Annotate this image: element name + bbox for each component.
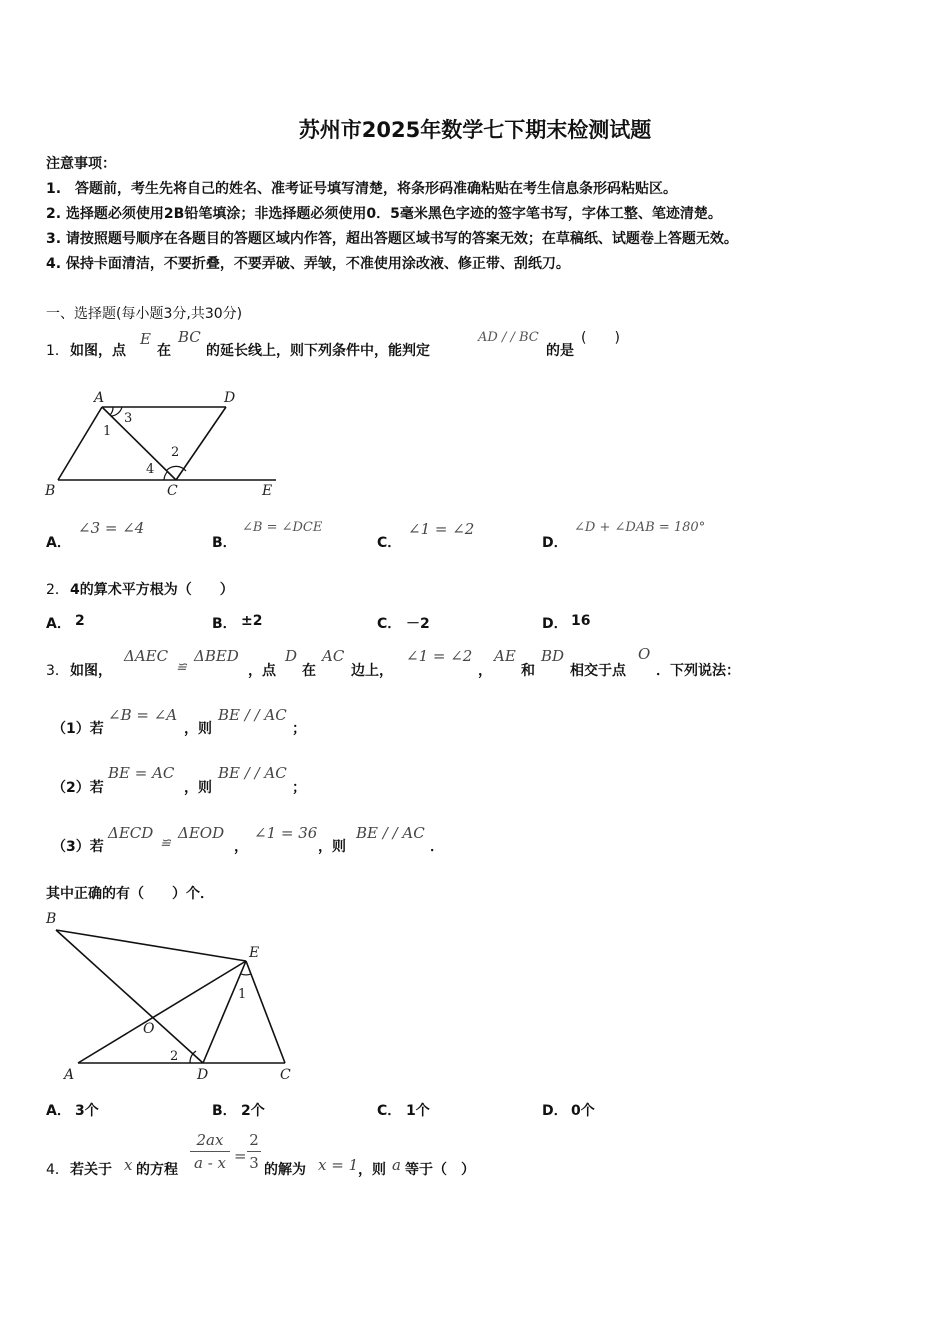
q1-segment-ac xyxy=(102,407,176,480)
q1-label-e: E xyxy=(262,483,273,499)
q2-text: 4的算术平方根为（ ） xyxy=(70,582,234,598)
q3-label-b: B xyxy=(46,911,57,927)
q1-option-d-label: D． xyxy=(542,535,568,551)
q4-text-1: 若关于 xyxy=(70,1162,112,1178)
q3-s2-mid: ，则 xyxy=(184,780,212,796)
q1-label-b: B xyxy=(45,483,56,499)
q3-option-b-label: B． xyxy=(212,1103,237,1119)
q3-s3-math-4: BE / / AC xyxy=(356,824,425,842)
q3-label-d: D xyxy=(197,1067,209,1083)
q3-segment-ae xyxy=(78,961,246,1063)
q3-math-o: O xyxy=(638,645,651,663)
q3-figure xyxy=(40,908,310,1088)
q3-math-angles: ∠1 = ∠2 xyxy=(406,647,473,665)
q4-frac1-denominator: a - x xyxy=(193,1154,226,1172)
q3-s3-math-2: ΔEOD xyxy=(178,824,225,842)
q1-label-1: 1 xyxy=(103,424,112,439)
q1-label-3: 3 xyxy=(124,411,133,426)
notice-item-2: 2. 选择题必须使用2B铅笔填涂；非选择题必须使用0．5毫米黑色字迹的签字笔书写，字体工整、笔迹清楚。 xyxy=(46,206,722,222)
q3-text-1: 如图， xyxy=(70,663,112,679)
q2-option-b-label: B． xyxy=(212,616,237,632)
q3-math-aec: ΔAEC xyxy=(124,647,169,665)
q1-segment-ab xyxy=(58,407,102,480)
q4-frac2-bar xyxy=(247,1151,261,1152)
q3-cong-1: ≌ xyxy=(176,660,187,675)
q3-s2-math-1: BE = AC xyxy=(108,764,175,782)
q4-fraction-1 xyxy=(188,1130,232,1173)
q3-s3-math-1: ΔECD xyxy=(108,824,154,842)
q3-number: 3． xyxy=(46,663,69,679)
q4-math-x1: x = 1 xyxy=(318,1156,359,1174)
q1-text-1: 如图，点 xyxy=(70,343,126,359)
q4-text-3: 的解为 xyxy=(264,1162,306,1178)
q3-text-6: 和 xyxy=(521,663,535,679)
q3-s3-end: ． xyxy=(430,839,444,855)
q3-label-o: O xyxy=(143,1021,155,1037)
q1-label-c: C xyxy=(167,483,178,499)
q3-segment-ec xyxy=(246,961,285,1063)
q3-option-d-label: D． xyxy=(542,1103,568,1119)
q1-option-c-label: C． xyxy=(377,535,402,551)
notice-item-4: 4. 保持卡面清洁，不要折叠，不要弄破、弄皱，不准使用涂改液、修正带、刮纸刀。 xyxy=(46,256,570,272)
q4-text-5: 等于（ ） xyxy=(405,1162,475,1178)
q4-number: 4． xyxy=(46,1162,69,1178)
q4-frac2-numerator: 2 xyxy=(249,1131,259,1149)
q2-option-b[interactable]: ±2 xyxy=(241,613,263,629)
q1-label-d: D xyxy=(224,390,236,406)
q3-option-c-label: C． xyxy=(377,1103,402,1119)
q1-text-2: 在 xyxy=(157,343,171,359)
q3-math-bed: ΔBED xyxy=(194,647,239,665)
q3-s3-label: （3）若 xyxy=(52,839,104,855)
notice-heading: 注意事项： xyxy=(46,156,116,172)
q1-option-d[interactable]: ∠D + ∠DAB = 180° xyxy=(574,520,706,535)
q1-math-parallel: AD / / BC xyxy=(478,330,539,345)
q1-text-3: 的延长线上，则下列条件中，能判定 xyxy=(206,343,430,359)
q3-s1-mid: ，则 xyxy=(184,721,212,737)
q3-label-2: 2 xyxy=(170,1049,179,1064)
q3-s2-math-2: BE / / AC xyxy=(218,764,287,782)
q4-equals: = xyxy=(234,1147,247,1165)
q1-label-a: A xyxy=(94,390,105,406)
q3-option-b[interactable]: 2个 xyxy=(241,1103,265,1119)
q3-math-ac: AC xyxy=(322,647,345,665)
q3-segment-de xyxy=(203,961,246,1063)
q3-label-c: C xyxy=(280,1067,291,1083)
q3-s2-end: ； xyxy=(292,780,306,796)
q1-arc-4 xyxy=(164,471,168,480)
q4-frac1-numerator: 2ax xyxy=(196,1131,224,1149)
q4-frac2-denominator: 3 xyxy=(249,1154,259,1172)
q4-text-2: 的方程 xyxy=(136,1162,178,1178)
q3-s2-label: （2）若 xyxy=(52,780,104,796)
notice-item-1: 1. 答题前，考生先将自己的姓名、准考证号填写清楚，将条形码准确粘贴在考生信息条形码粘贴区。 xyxy=(46,181,678,197)
q1-option-a-label: A． xyxy=(46,535,71,551)
q1-number: 1． xyxy=(46,343,69,359)
q3-text-5: ， xyxy=(478,663,492,679)
q1-figure xyxy=(40,385,290,500)
q3-text-7: 相交于点 xyxy=(570,663,626,679)
q2-option-c[interactable]: －2 xyxy=(406,616,430,632)
section-heading: 一、选择题(每小题3分,共30分) xyxy=(46,306,243,322)
q3-text-3: 在 xyxy=(302,663,316,679)
q4-math-a: a xyxy=(392,1156,401,1174)
q3-s3-mid: ，则 xyxy=(318,839,346,855)
q3-s3-cong: ≌ xyxy=(160,836,171,851)
q3-s1-math-2: BE / / AC xyxy=(218,706,287,724)
q3-text-8: ．下列说法： xyxy=(656,663,740,679)
q3-label-1: 1 xyxy=(238,987,247,1002)
q2-option-a-label: A． xyxy=(46,616,71,632)
q3-s3-sep: ， xyxy=(234,839,248,855)
page-title: 苏州市2025年数学七下期末检测试题 xyxy=(298,118,652,142)
q3-option-a-label: A． xyxy=(46,1103,71,1119)
q3-math-ae: AE xyxy=(494,647,516,665)
q1-label-4: 4 xyxy=(146,462,155,477)
q3-s1-label: （1）若 xyxy=(52,721,104,737)
q3-label-e: E xyxy=(249,945,260,961)
q1-label-2: 2 xyxy=(171,445,180,460)
q3-option-d[interactable]: 0个 xyxy=(571,1103,595,1119)
q3-option-c[interactable]: 1个 xyxy=(406,1103,430,1119)
q3-math-bd: BD xyxy=(541,647,565,665)
q2-option-a[interactable]: 2 xyxy=(75,613,85,629)
q3-text-4: 边上， xyxy=(351,663,393,679)
q3-s1-end: ； xyxy=(292,721,306,737)
q4-frac1-bar xyxy=(190,1151,230,1152)
q3-option-a[interactable]: 3个 xyxy=(75,1103,99,1119)
q3-arc-1 xyxy=(241,974,251,975)
q3-label-a: A xyxy=(64,1067,75,1083)
q2-option-d-label: D． xyxy=(542,616,568,632)
q3-text-2: ，点 xyxy=(248,663,276,679)
q4-text-4: ，则 xyxy=(358,1162,386,1178)
q2-number: 2． xyxy=(46,582,69,598)
q3-s1-math-1: ∠B = ∠A xyxy=(108,706,178,724)
q4-math-x: x xyxy=(124,1156,133,1174)
q1-answer-paren: ( ) xyxy=(581,330,620,346)
q1-option-b[interactable]: ∠B = ∠DCE xyxy=(242,520,323,535)
q1-option-b-label: B． xyxy=(212,535,237,551)
q3-s3-math-3: ∠1 = 36 xyxy=(254,824,318,842)
q1-text-4: 的是 xyxy=(546,343,574,359)
notice-item-3: 3. 请按照题号顺序在各题目的答题区域内作答，超出答题区域书写的答案无效；在草稿纸、试题卷上答题无效。 xyxy=(46,231,738,247)
q3-math-d: D xyxy=(285,647,298,665)
q1-option-a[interactable]: ∠3 = ∠4 xyxy=(78,519,145,537)
q3-question: 其中正确的有（ ）个． xyxy=(46,886,214,902)
q2-option-c-label: C． xyxy=(377,616,402,632)
q2-option-d[interactable]: 16 xyxy=(571,613,591,629)
q1-option-c[interactable]: ∠1 = ∠2 xyxy=(408,520,475,538)
q1-arc-1 xyxy=(110,407,113,415)
q1-math-bc: BC xyxy=(178,328,201,346)
q4-fraction-2 xyxy=(246,1130,262,1173)
q1-math-e: E xyxy=(140,330,151,348)
